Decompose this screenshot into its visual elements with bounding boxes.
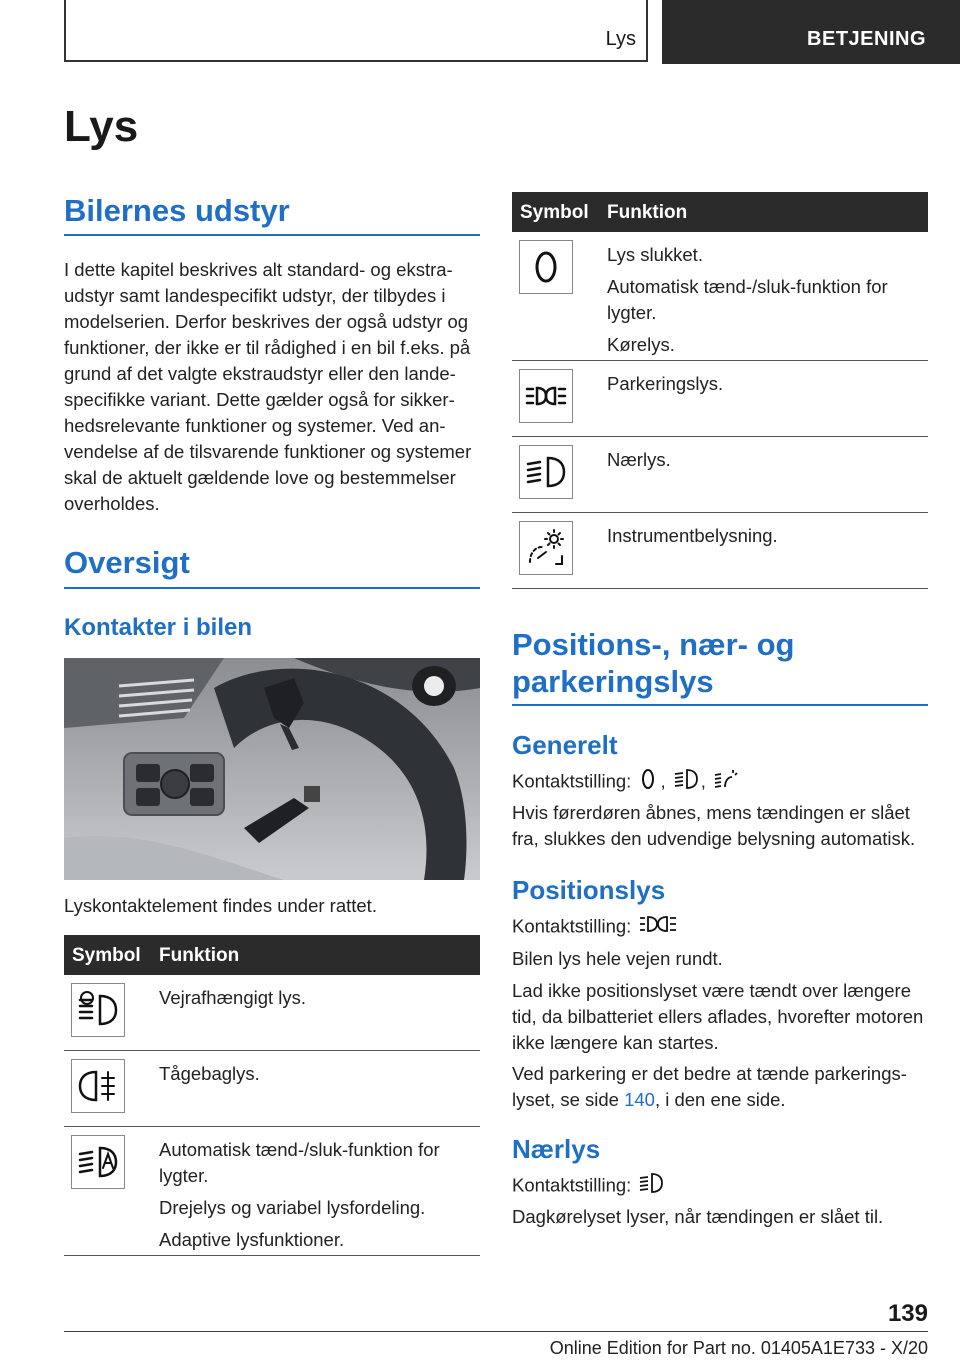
function-text: Automatisk tænd-/sluk-funktion for lygter. [607, 276, 888, 323]
naerlys-switch-line [512, 1171, 928, 1202]
function-text: Lys slukket. [607, 244, 703, 265]
heading-positions: Positions-, nær- og parkeringslys [512, 627, 795, 699]
heading-positionslys: Positionslys [512, 875, 666, 905]
table-row [64, 1127, 480, 1256]
col-function-header: Funktion [607, 202, 688, 223]
heading-rule [64, 234, 480, 236]
text-part: Ved parkering er det bedre at tænde parkeringslyset, se side [512, 1063, 907, 1110]
zero-position-icon [519, 240, 573, 294]
instrument-lighting-icon [713, 767, 739, 798]
footer-edition: Online Edition for Part no. 01405A1E733 - X/20 [549, 1338, 928, 1358]
heading-naerlys: Nærlys [512, 1134, 601, 1164]
function-text: Automatisk tænd-/sluk-funktion for lygter. [159, 1139, 440, 1186]
table-row [512, 232, 928, 361]
table-header [512, 192, 928, 232]
col-function-header: Funktion [159, 945, 240, 966]
zero-position-icon [638, 767, 658, 798]
positionslys-p3 [512, 1061, 930, 1113]
table-row [64, 1051, 480, 1127]
low-beam-icon [519, 445, 573, 499]
text-part: , i den ene side. [654, 1089, 786, 1110]
function-text: Tågebaglys. [159, 1063, 260, 1084]
col-symbol-header: Symbol [520, 202, 589, 223]
function-text: Parkeringslys. [607, 373, 724, 394]
light-switch-photo [64, 658, 480, 880]
function-text: Drejelys og variabel lysfordeling. [159, 1197, 426, 1218]
instrument-lighting-icon [519, 521, 573, 575]
heading-kontakter: Kontakter i bilen [64, 614, 253, 641]
positionslys-p2: Lad ikke positionslyset være tændt over længere tid, da bilbatteriet ellers aflades, hvorefter motoren ikke længere kan startes. [512, 980, 924, 1053]
header-section-title: Lys [605, 28, 636, 50]
col-symbol-header: Symbol [72, 945, 141, 966]
generelt-switch-line: Kontaktstilling: , , [512, 767, 928, 798]
heading-rule [64, 587, 480, 589]
table-row [512, 361, 928, 437]
table-header [64, 935, 480, 975]
naerlys-paragraph: Dagkørelyset lyser, når tændingen er slået til. [512, 1206, 884, 1227]
function-text: Instrumentbelysning. [607, 525, 778, 546]
heading-rule [512, 704, 928, 706]
parking-light-icon [519, 369, 573, 423]
table-row [512, 437, 928, 513]
footer-rule [64, 1331, 928, 1332]
function-text: Kørelys. [607, 334, 675, 355]
rear-fog-light-icon [71, 1059, 125, 1113]
auto-headlight-icon [71, 983, 125, 1037]
heading-oversigt: Oversigt [64, 545, 190, 580]
heading-bilernes-udstyr: Bilernes udstyr [64, 193, 290, 228]
heading-generelt: Generelt [512, 730, 618, 760]
page-title: Lys [64, 102, 139, 151]
header-chapter-label: BETJENING [807, 28, 926, 50]
low-beam-icon [638, 1171, 664, 1202]
page-link[interactable]: 140 [624, 1089, 655, 1110]
generelt-paragraph: Hvis førerdøren åbnes, mens tændingen er slået fra, slukkes den udvendige belysning automatisk. [512, 802, 916, 849]
switch-label: Kontaktstilling: [512, 770, 632, 792]
function-text: Nærlys. [607, 449, 671, 470]
symbol-table-right [512, 192, 928, 589]
positionslys-switch-line [512, 912, 928, 943]
function-text: Vejrafhængigt lys. [159, 987, 307, 1008]
table-row [512, 513, 928, 589]
header-chapter-tab [662, 0, 960, 64]
parking-light-icon [638, 912, 678, 943]
intro-paragraph: I dette kapitel beskrives alt standard- og ekstraudstyr samt landespecifikt udstyr, der tilbydes i modelserien. Derfor beskrives der også udstyr og funktioner, der ikke er til rådighed i en bil f.eks. på grund af det valgte ekstraudstyr eller den landespecifikke variant. Dette gælder også for sikkerhedsrelevante funktioner og systemer. Ved anvendelse af de tilsvarende funktioner og systemer skal de aktuelt gældende love og bestemmelser overholdes. [64, 259, 472, 514]
low-beam-icon [673, 767, 699, 798]
switch-label: Kontaktstilling: [512, 1174, 632, 1196]
function-text: Adaptive lysfunktioner. [159, 1229, 345, 1250]
positionslys-p1: Bilen lys hele vejen rundt. [512, 948, 723, 969]
symbol-table-left [64, 935, 480, 1256]
switch-label: Kontaktstilling: [512, 915, 632, 937]
page-number: 139 [887, 1300, 928, 1327]
automatic-light-icon [71, 1135, 125, 1189]
table-row [64, 975, 480, 1051]
photo-caption: Lyskontaktelement findes under rattet. [64, 895, 377, 916]
